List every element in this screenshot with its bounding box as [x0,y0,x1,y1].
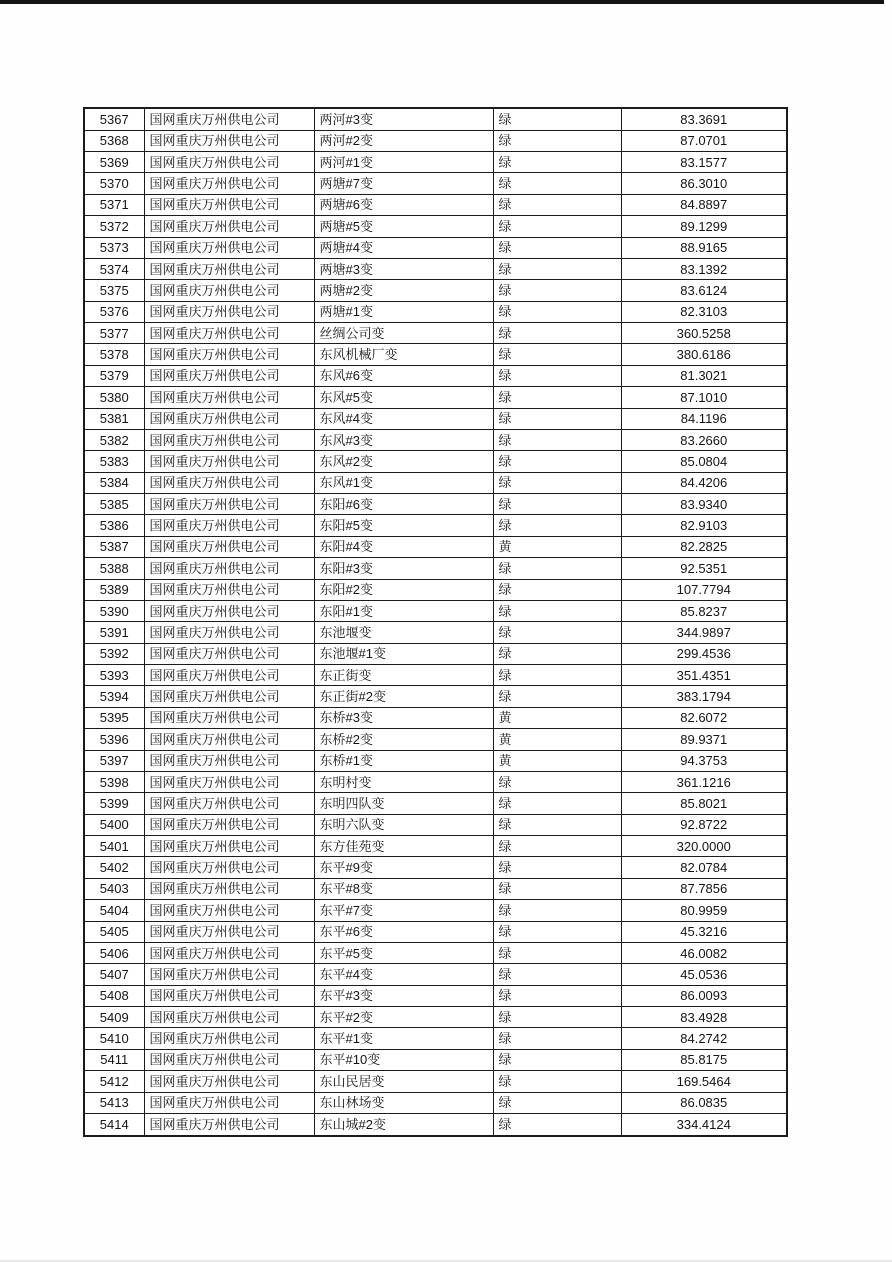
station-cell: 东平#1变 [314,1028,493,1049]
table-row [84,152,787,173]
window-top-edge [0,0,884,4]
station-cell: 东风#1变 [314,472,493,493]
station-cell: 东明四队变 [314,793,493,814]
station-cell: 东平#7变 [314,900,493,921]
row-number-cell: 5369 [84,152,144,173]
company-cell: 国网重庆万州供电公司 [144,985,314,1006]
value-cell: 82.6072 [621,707,787,728]
status-cell: 绿 [493,216,621,237]
row-number-cell: 5390 [84,600,144,621]
station-cell: 东方佳苑变 [314,836,493,857]
station-cell: 东平#8变 [314,878,493,899]
company-cell: 国网重庆万州供电公司 [144,643,314,664]
table-row [84,665,787,686]
station-cell: 东阳#3变 [314,558,493,579]
table-row [84,216,787,237]
station-cell: 东桥#2变 [314,729,493,750]
value-cell: 89.9371 [621,729,787,750]
status-cell: 绿 [493,365,621,386]
status-cell: 绿 [493,643,621,664]
status-cell: 绿 [493,600,621,621]
station-cell: 东平#9变 [314,857,493,878]
station-cell: 两塘#3变 [314,258,493,279]
status-cell: 绿 [493,152,621,173]
row-number-cell: 5386 [84,515,144,536]
table-row [84,707,787,728]
company-cell: 国网重庆万州供电公司 [144,878,314,899]
status-cell: 绿 [493,921,621,942]
company-cell: 国网重庆万州供电公司 [144,1007,314,1028]
status-cell: 绿 [493,237,621,258]
status-cell: 绿 [493,1028,621,1049]
status-cell: 绿 [493,686,621,707]
status-cell: 黄 [493,750,621,771]
row-number-cell: 5385 [84,494,144,515]
station-cell: 东风#5变 [314,387,493,408]
table-row [84,194,787,215]
company-cell: 国网重庆万州供电公司 [144,1092,314,1113]
status-cell: 绿 [493,280,621,301]
station-cell: 东平#3变 [314,985,493,1006]
table-row [84,1028,787,1049]
status-cell: 绿 [493,579,621,600]
status-cell: 绿 [493,1071,621,1092]
status-cell: 绿 [493,814,621,835]
table-row [84,836,787,857]
status-cell: 绿 [493,900,621,921]
value-cell: 85.0804 [621,451,787,472]
row-number-cell: 5398 [84,771,144,792]
company-cell: 国网重庆万州供电公司 [144,686,314,707]
value-cell: 83.6124 [621,280,787,301]
status-cell: 绿 [493,985,621,1006]
status-cell: 绿 [493,1049,621,1070]
table-row [84,429,787,450]
table-row [84,1071,787,1092]
table-row [84,942,787,963]
station-cell: 两塘#1变 [314,301,493,322]
value-cell: 83.1577 [621,152,787,173]
company-cell: 国网重庆万州供电公司 [144,1113,314,1136]
value-cell: 107.7794 [621,579,787,600]
status-cell: 绿 [493,665,621,686]
value-cell: 45.0536 [621,964,787,985]
station-cell: 两河#1变 [314,152,493,173]
table-row [84,964,787,985]
row-number-cell: 5371 [84,194,144,215]
value-cell: 360.5258 [621,323,787,344]
company-cell: 国网重庆万州供电公司 [144,857,314,878]
row-number-cell: 5389 [84,579,144,600]
station-cell: 东明村变 [314,771,493,792]
value-cell: 84.8897 [621,194,787,215]
company-cell: 国网重庆万州供电公司 [144,729,314,750]
row-number-cell: 5376 [84,301,144,322]
row-number-cell: 5396 [84,729,144,750]
value-cell: 81.3021 [621,365,787,386]
company-cell: 国网重庆万州供电公司 [144,707,314,728]
company-cell: 国网重庆万州供电公司 [144,408,314,429]
value-cell: 320.0000 [621,836,787,857]
station-cell: 东风#3变 [314,429,493,450]
company-cell: 国网重庆万州供电公司 [144,323,314,344]
station-cell: 两塘#2变 [314,280,493,301]
station-cell: 东正街#2变 [314,686,493,707]
status-cell: 绿 [493,258,621,279]
table-row [84,579,787,600]
table-row [84,1049,787,1070]
value-cell: 46.0082 [621,942,787,963]
station-cell: 东平#5变 [314,942,493,963]
table-row [84,494,787,515]
station-cell: 东桥#3变 [314,707,493,728]
company-cell: 国网重庆万州供电公司 [144,771,314,792]
value-cell: 83.4928 [621,1007,787,1028]
status-cell: 黄 [493,707,621,728]
status-cell: 绿 [493,130,621,151]
row-number-cell: 5384 [84,472,144,493]
value-cell: 83.2660 [621,429,787,450]
value-cell: 344.9897 [621,622,787,643]
status-cell: 绿 [493,515,621,536]
value-cell: 82.9103 [621,515,787,536]
company-cell: 国网重庆万州供电公司 [144,622,314,643]
table-row [84,1007,787,1028]
value-cell: 85.8175 [621,1049,787,1070]
value-cell: 299.4536 [621,643,787,664]
station-cell: 两河#2变 [314,130,493,151]
status-cell: 绿 [493,836,621,857]
company-cell: 国网重庆万州供电公司 [144,258,314,279]
company-cell: 国网重庆万州供电公司 [144,515,314,536]
table-row [84,900,787,921]
status-cell: 绿 [493,173,621,194]
row-number-cell: 5393 [84,665,144,686]
row-number-cell: 5408 [84,985,144,1006]
value-cell: 82.3103 [621,301,787,322]
company-cell: 国网重庆万州供电公司 [144,1071,314,1092]
station-cell: 东风#6变 [314,365,493,386]
row-number-cell: 5382 [84,429,144,450]
table-row [84,750,787,771]
station-cell: 东明六队变 [314,814,493,835]
table-row [84,344,787,365]
status-cell: 绿 [493,964,621,985]
company-cell: 国网重庆万州供电公司 [144,194,314,215]
row-number-cell: 5402 [84,857,144,878]
station-cell: 东池堰变 [314,622,493,643]
value-cell: 92.5351 [621,558,787,579]
status-cell: 绿 [493,194,621,215]
station-cell: 东山民居变 [314,1071,493,1092]
value-cell: 351.4351 [621,665,787,686]
value-cell: 85.8021 [621,793,787,814]
value-cell: 92.8722 [621,814,787,835]
row-number-cell: 5413 [84,1092,144,1113]
row-number-cell: 5404 [84,900,144,921]
table-row [84,1113,787,1136]
row-number-cell: 5392 [84,643,144,664]
status-cell: 绿 [493,558,621,579]
table-row [84,793,787,814]
company-cell: 国网重庆万州供电公司 [144,836,314,857]
row-number-cell: 5412 [84,1071,144,1092]
station-cell: 两塘#7变 [314,173,493,194]
table-row [84,857,787,878]
station-cell: 两河#3变 [314,108,493,130]
company-cell: 国网重庆万州供电公司 [144,451,314,472]
table-row [84,472,787,493]
table-row [84,108,787,130]
value-cell: 361.1216 [621,771,787,792]
row-number-cell: 5411 [84,1049,144,1070]
row-number-cell: 5391 [84,622,144,643]
company-cell: 国网重庆万州供电公司 [144,387,314,408]
company-cell: 国网重庆万州供电公司 [144,237,314,258]
table-row [84,130,787,151]
table-row [84,536,787,557]
table-row [84,878,787,899]
company-cell: 国网重庆万州供电公司 [144,344,314,365]
station-cell: 东阳#5变 [314,515,493,536]
value-cell: 380.6186 [621,344,787,365]
company-cell: 国网重庆万州供电公司 [144,152,314,173]
row-number-cell: 5403 [84,878,144,899]
table-row [84,729,787,750]
row-number-cell: 5379 [84,365,144,386]
row-number-cell: 5374 [84,258,144,279]
status-cell: 绿 [493,429,621,450]
company-cell: 国网重庆万州供电公司 [144,964,314,985]
company-cell: 国网重庆万州供电公司 [144,600,314,621]
value-cell: 88.9165 [621,237,787,258]
status-cell: 绿 [493,301,621,322]
station-cell: 东平#2变 [314,1007,493,1028]
row-number-cell: 5388 [84,558,144,579]
row-number-cell: 5406 [84,942,144,963]
station-cell: 丝绸公司变 [314,323,493,344]
value-cell: 45.3216 [621,921,787,942]
row-number-cell: 5395 [84,707,144,728]
station-cell: 两塘#5变 [314,216,493,237]
company-cell: 国网重庆万州供电公司 [144,1028,314,1049]
status-cell: 黄 [493,729,621,750]
status-cell: 绿 [493,344,621,365]
company-cell: 国网重庆万州供电公司 [144,173,314,194]
table-row [84,985,787,1006]
status-cell: 绿 [493,1007,621,1028]
station-cell: 东平#4变 [314,964,493,985]
table-row [84,515,787,536]
table-row [84,258,787,279]
row-number-cell: 5372 [84,216,144,237]
value-cell: 83.3691 [621,108,787,130]
company-cell: 国网重庆万州供电公司 [144,108,314,130]
value-cell: 80.9959 [621,900,787,921]
table-row [84,686,787,707]
company-cell: 国网重庆万州供电公司 [144,494,314,515]
status-cell: 黄 [493,536,621,557]
value-cell: 383.1794 [621,686,787,707]
station-cell: 东阳#6变 [314,494,493,515]
table-row [84,1092,787,1113]
station-cell: 东风#2变 [314,451,493,472]
row-number-cell: 5368 [84,130,144,151]
status-cell: 绿 [493,451,621,472]
company-cell: 国网重庆万州供电公司 [144,472,314,493]
table-row [84,451,787,472]
row-number-cell: 5373 [84,237,144,258]
station-cell: 东正街变 [314,665,493,686]
company-cell: 国网重庆万州供电公司 [144,900,314,921]
status-cell: 绿 [493,108,621,130]
row-number-cell: 5377 [84,323,144,344]
company-cell: 国网重庆万州供电公司 [144,579,314,600]
value-cell: 94.3753 [621,750,787,771]
station-cell: 东平#10变 [314,1049,493,1070]
value-cell: 87.1010 [621,387,787,408]
row-number-cell: 5381 [84,408,144,429]
row-number-cell: 5383 [84,451,144,472]
table-body [84,108,787,1136]
row-number-cell: 5407 [84,964,144,985]
status-cell: 绿 [493,857,621,878]
row-number-cell: 5405 [84,921,144,942]
station-cell: 东阳#2变 [314,579,493,600]
station-cell: 东山林场变 [314,1092,493,1113]
station-cell: 东阳#4变 [314,536,493,557]
table-row [84,921,787,942]
row-number-cell: 5394 [84,686,144,707]
status-cell: 绿 [493,494,621,515]
table-row [84,622,787,643]
table-row [84,237,787,258]
table-row [84,173,787,194]
table-row [84,814,787,835]
value-cell: 86.0093 [621,985,787,1006]
company-cell: 国网重庆万州供电公司 [144,1049,314,1070]
company-cell: 国网重庆万州供电公司 [144,942,314,963]
row-number-cell: 5370 [84,173,144,194]
value-cell: 85.8237 [621,600,787,621]
value-cell: 82.0784 [621,857,787,878]
status-cell: 绿 [493,1092,621,1113]
table-row [84,387,787,408]
company-cell: 国网重庆万州供电公司 [144,280,314,301]
status-cell: 绿 [493,878,621,899]
value-cell: 87.0701 [621,130,787,151]
status-cell: 绿 [493,942,621,963]
company-cell: 国网重庆万州供电公司 [144,793,314,814]
table-row [84,280,787,301]
status-cell: 绿 [493,408,621,429]
value-cell: 83.9340 [621,494,787,515]
status-cell: 绿 [493,323,621,344]
company-cell: 国网重庆万州供电公司 [144,301,314,322]
row-number-cell: 5387 [84,536,144,557]
row-number-cell: 5375 [84,280,144,301]
company-cell: 国网重庆万州供电公司 [144,365,314,386]
value-cell: 83.1392 [621,258,787,279]
status-cell: 绿 [493,793,621,814]
table-row [84,301,787,322]
station-cell: 两塘#6变 [314,194,493,215]
station-cell: 东风机械厂变 [314,344,493,365]
value-cell: 84.4206 [621,472,787,493]
station-cell: 两塘#4变 [314,237,493,258]
row-number-cell: 5400 [84,814,144,835]
table-row [84,600,787,621]
value-cell: 169.5464 [621,1071,787,1092]
station-cell: 东平#6变 [314,921,493,942]
company-cell: 国网重庆万州供电公司 [144,130,314,151]
station-cell: 东风#4变 [314,408,493,429]
company-cell: 国网重庆万州供电公司 [144,921,314,942]
value-cell: 86.3010 [621,173,787,194]
status-cell: 绿 [493,771,621,792]
company-cell: 国网重庆万州供电公司 [144,558,314,579]
status-cell: 绿 [493,622,621,643]
table-row [84,643,787,664]
company-cell: 国网重庆万州供电公司 [144,216,314,237]
row-number-cell: 5401 [84,836,144,857]
status-cell: 绿 [493,387,621,408]
table-row [84,323,787,344]
value-cell: 89.1299 [621,216,787,237]
row-number-cell: 5414 [84,1113,144,1136]
status-cell: 绿 [493,472,621,493]
station-cell: 东阳#1变 [314,600,493,621]
company-cell: 国网重庆万州供电公司 [144,814,314,835]
company-cell: 国网重庆万州供电公司 [144,429,314,450]
row-number-cell: 5367 [84,108,144,130]
substation-table [83,107,788,1137]
company-cell: 国网重庆万州供电公司 [144,665,314,686]
table-row [84,408,787,429]
company-cell: 国网重庆万州供电公司 [144,536,314,557]
station-cell: 东桥#1变 [314,750,493,771]
station-cell: 东池堰#1变 [314,643,493,664]
status-cell: 绿 [493,1113,621,1136]
row-number-cell: 5399 [84,793,144,814]
table-row [84,365,787,386]
row-number-cell: 5397 [84,750,144,771]
value-cell: 87.7856 [621,878,787,899]
table-row [84,558,787,579]
row-number-cell: 5380 [84,387,144,408]
value-cell: 82.2825 [621,536,787,557]
value-cell: 84.2742 [621,1028,787,1049]
row-number-cell: 5409 [84,1007,144,1028]
table-row [84,771,787,792]
station-cell: 东山城#2变 [314,1113,493,1136]
value-cell: 334.4124 [621,1113,787,1136]
row-number-cell: 5378 [84,344,144,365]
value-cell: 84.1196 [621,408,787,429]
value-cell: 86.0835 [621,1092,787,1113]
row-number-cell: 5410 [84,1028,144,1049]
company-cell: 国网重庆万州供电公司 [144,750,314,771]
